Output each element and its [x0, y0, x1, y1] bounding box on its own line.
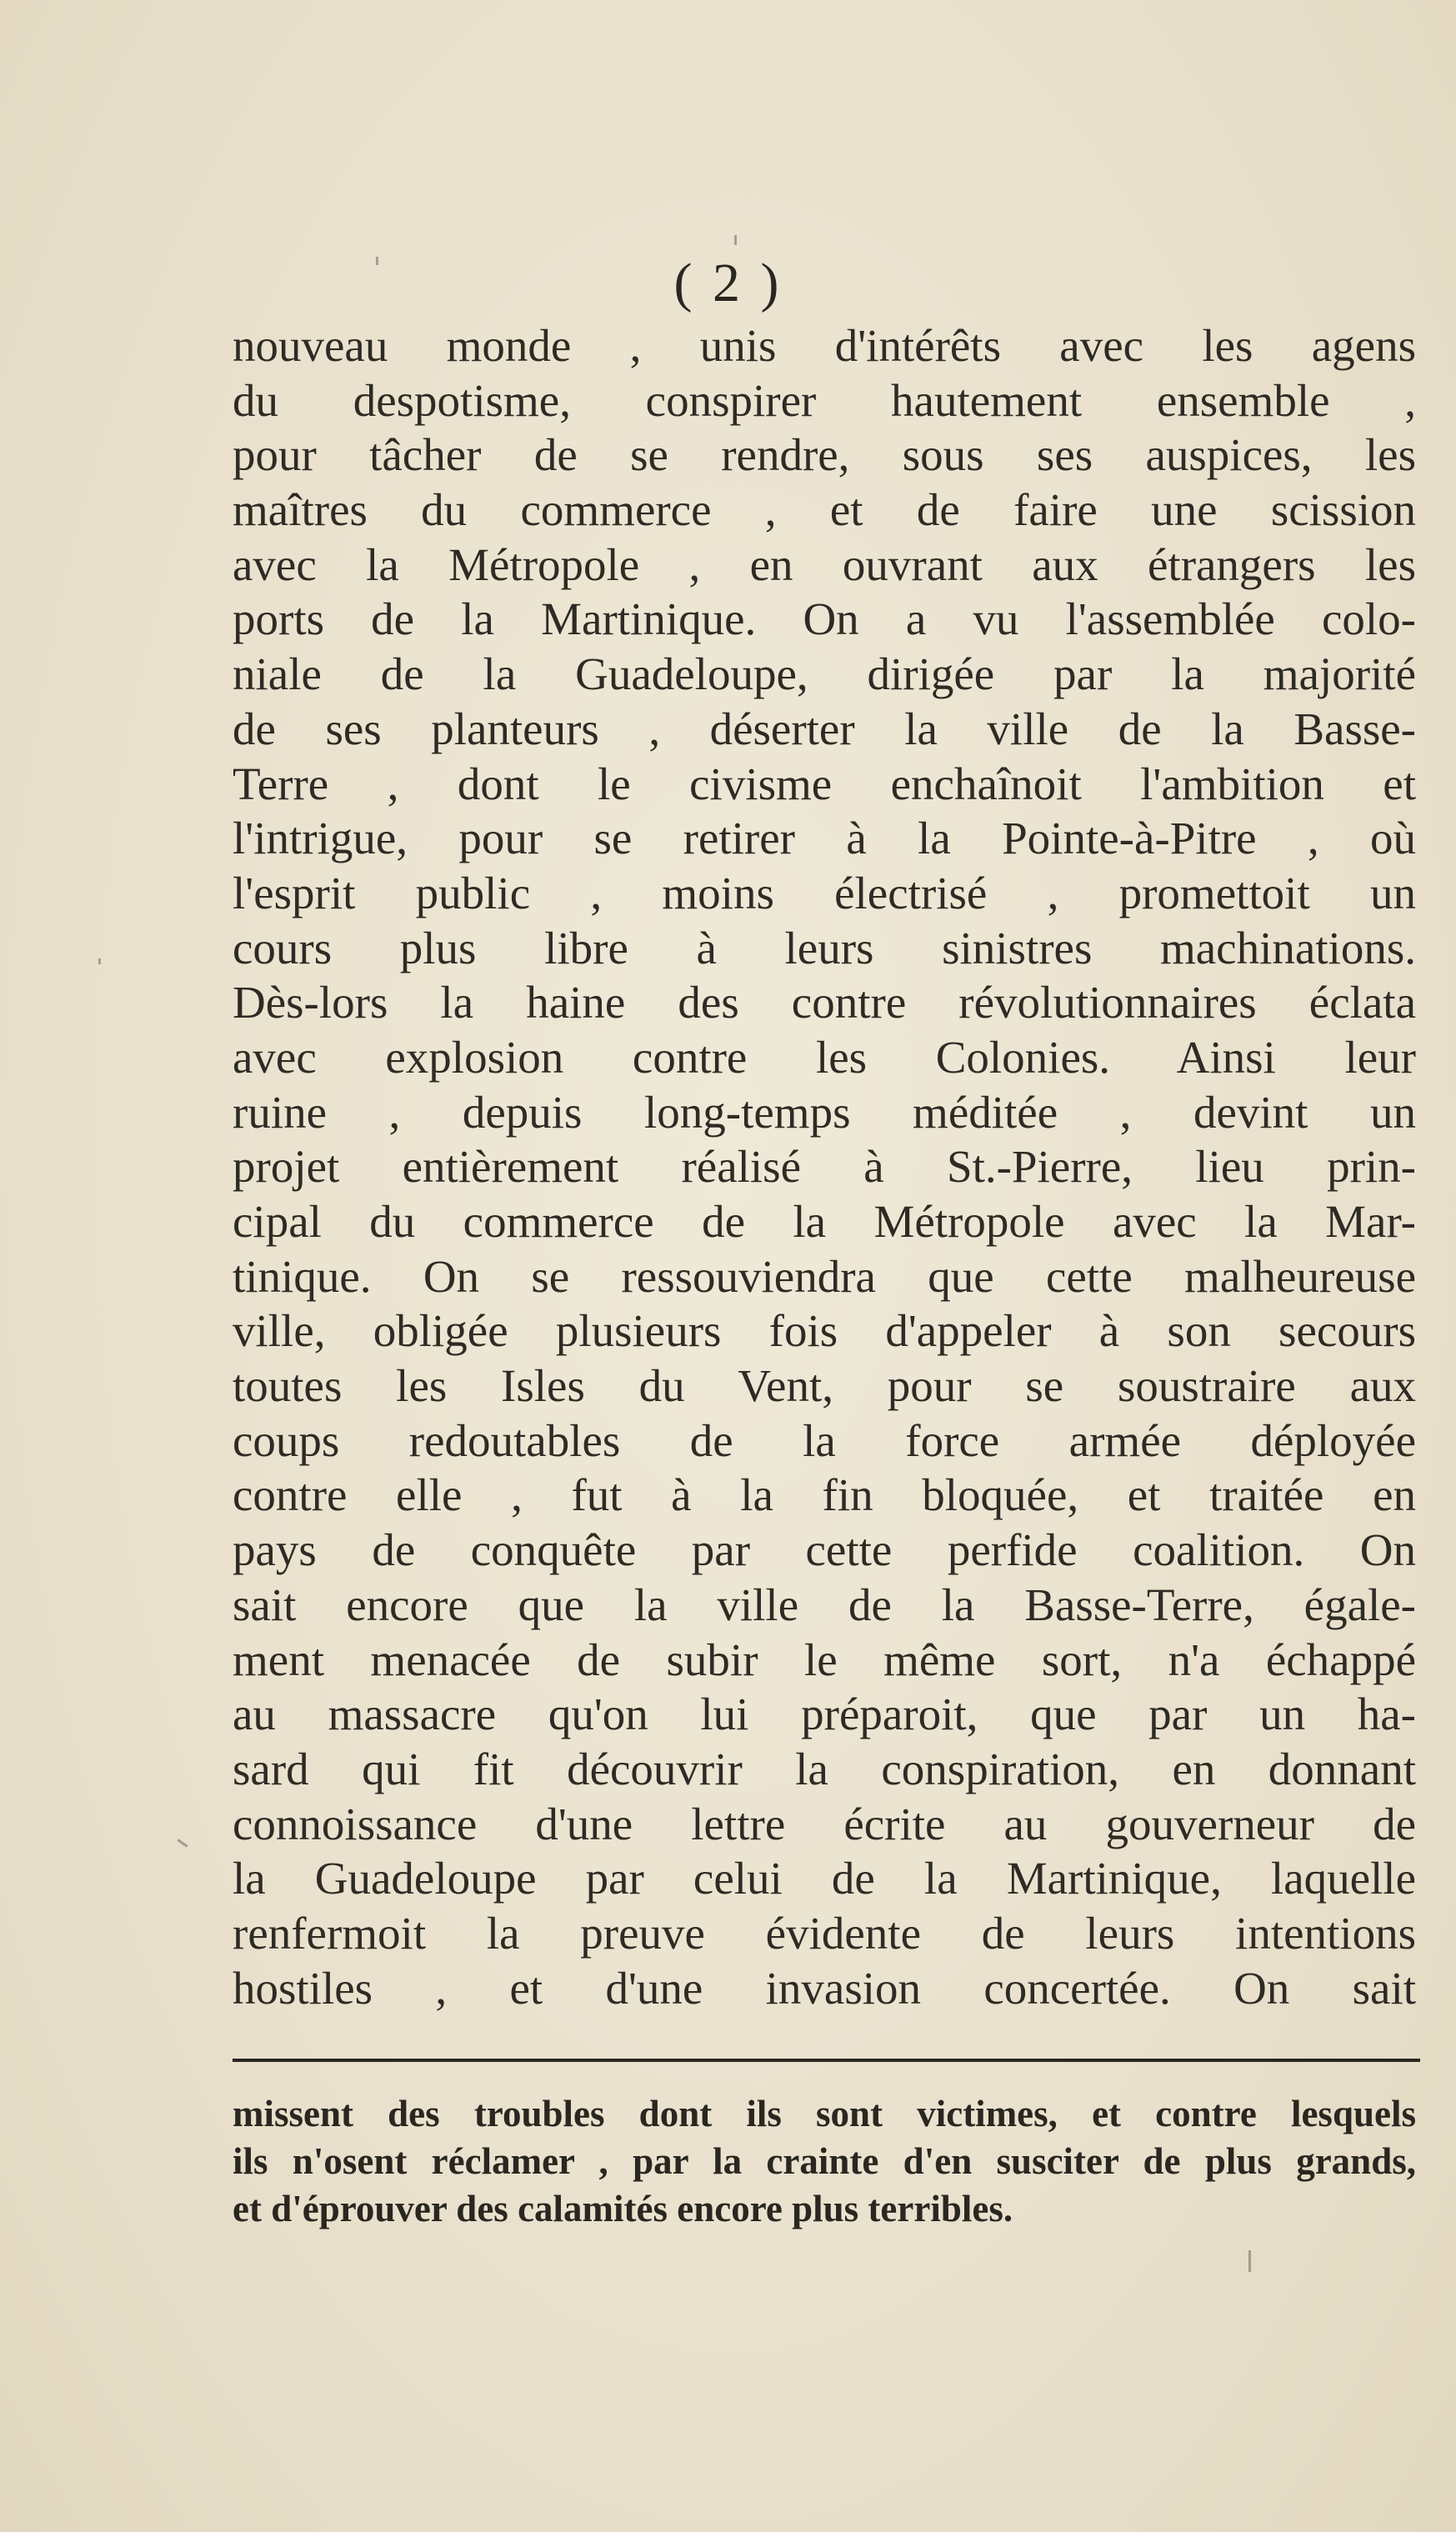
text-line: toutes les Isles du Vent, pour se soustraire aux — [233, 1360, 1416, 1412]
text-line: sard qui fit découvrir la conspiration, en donnant — [233, 1743, 1416, 1794]
text-line: maîtres du commerce , et de faire une scission — [233, 484, 1416, 536]
text-line: du despotisme, conspirer hautement ensemble , — [233, 374, 1416, 426]
text-line: pays de conquête par cette perfide coalition. On — [233, 1524, 1416, 1576]
text-line: niale de la Guadeloupe, dirigée par la majorité — [233, 648, 1416, 700]
page-number: ( 2 ) — [673, 253, 783, 313]
text-line: de ses planteurs , déserter la ville de la Basse- — [233, 703, 1416, 754]
text-line: contre elle , fut à la fin bloquée, et traitée en — [233, 1469, 1416, 1521]
paper-speck — [98, 958, 101, 964]
text-line: renfermoit la preuve évidente de leurs intentions — [233, 1907, 1416, 1959]
paper-speck — [177, 1839, 188, 1847]
text-line: ruine , depuis long-temps méditée , devint un — [233, 1086, 1416, 1138]
text-line: cours plus libre à leurs sinistres machinations. — [233, 922, 1416, 973]
paper-speck — [734, 235, 737, 245]
text-line: projet entièrement réalisé à St.-Pierre, lieu prin- — [233, 1141, 1416, 1193]
text-line: ville, obligée plusieurs fois d'appeler à son secours — [233, 1305, 1416, 1357]
text-line: Terre , dont le civisme enchaînoit l'ambition et — [233, 758, 1416, 809]
paper-speck — [376, 257, 378, 265]
footnote-rule — [233, 2059, 1420, 2062]
paper-speck — [1248, 2250, 1251, 2272]
text-line: nouveau monde , unis d'intérêts avec les agens — [233, 320, 1416, 371]
text-line: pour tâcher de se rendre, sous ses auspices, les — [233, 429, 1416, 481]
text-line: hostiles , et d'une invasion concertée. On sait — [233, 1962, 1416, 2014]
text-line: ment menacée de subir le même sort, n'a échappé — [233, 1634, 1416, 1685]
text-line: avec explosion contre les Colonies. Ainsi leur — [233, 1031, 1416, 1083]
text-line: tinique. On se ressouviendra que cette malheureuse — [233, 1250, 1416, 1302]
text-line: coups redoutables de la force armée déployée — [233, 1414, 1416, 1466]
text-line: Dès-lors la haine des contre révolutionnaires éclata — [233, 977, 1416, 1028]
text-line: ports de la Martinique. On a vu l'assemblée colo- — [233, 593, 1416, 645]
text-line: la Guadeloupe par celui de la Martinique, laquelle — [233, 1853, 1416, 1904]
text-line: connoissance d'une lettre écrite au gouverneur de — [233, 1798, 1416, 1849]
text-line: au massacre qu'on lui préparoit, que par un ha- — [233, 1689, 1416, 1740]
footnote-line: missent des troubles dont ils sont victimes, et contre lesquels — [233, 2093, 1416, 2134]
text-line: l'esprit public , moins électrisé , promettoit un — [233, 867, 1416, 918]
text-line: sait encore que la ville de la Basse-Terre, égale- — [233, 1579, 1416, 1630]
footnote-line: ils n'osent réclamer , par la crainte d'en susciter de plus grands, — [233, 2140, 1416, 2182]
footnote-block — [233, 2090, 1416, 2233]
footnote-line: et d'éprouver des calamités encore plus terribles. — [233, 2188, 1013, 2229]
main-text-block — [233, 318, 1416, 2015]
text-line: avec la Métropole , en ouvrant aux étrangers les — [233, 538, 1416, 590]
text-line: cipal du commerce de la Métropole avec la Mar- — [233, 1196, 1416, 1247]
text-line: l'intrigue, pour se retirer à la Pointe-à-Pitre , où — [233, 813, 1416, 864]
